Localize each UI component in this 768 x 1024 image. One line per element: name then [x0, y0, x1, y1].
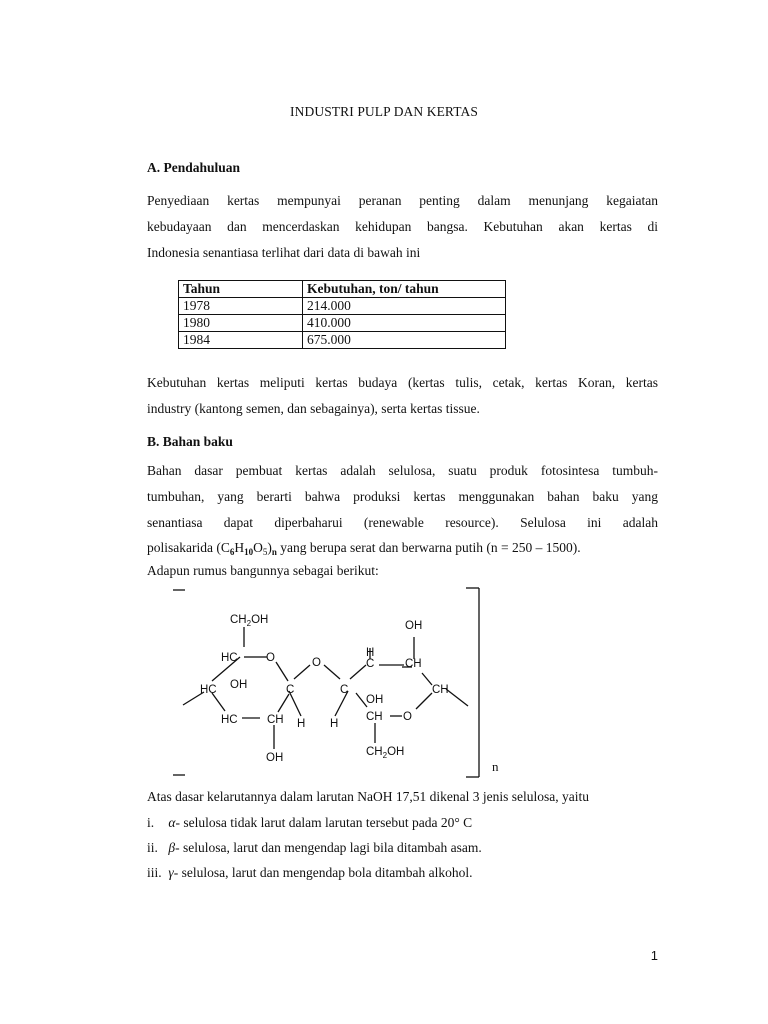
list-text: - selulosa tidak larut dalam larutan tersebut pada 20° C	[175, 815, 473, 830]
atom-label: H	[297, 718, 306, 730]
list-number: ii.	[147, 840, 158, 855]
atom-label: CH	[405, 658, 422, 670]
atom-label: C	[366, 658, 375, 670]
atom-label: H	[330, 718, 339, 730]
page-title: INDUSTRI PULP DAN KERTAS	[290, 104, 478, 119]
page-number: 1	[650, 948, 658, 963]
formula-text: )	[267, 540, 272, 556]
section-heading-bahan-baku: B. Bahan baku	[147, 434, 233, 449]
greek-symbol: γ	[168, 865, 174, 880]
atom-label: O	[312, 657, 321, 669]
table-header-row	[179, 281, 506, 298]
text-line: tumbuhan, yang berarti bahwa produksi kertas menggunakan bahan baku yang	[147, 488, 658, 504]
subscript: 6	[229, 547, 235, 558]
atom-label: OH	[230, 679, 248, 691]
atom-label: HC	[221, 714, 238, 726]
atom-label: C	[286, 684, 295, 696]
repeat-index-n: n	[492, 759, 499, 774]
atom-label: $CH_2OH$	[366, 746, 405, 760]
table-cell-year: 1984	[179, 332, 303, 349]
text-line: Bahan dasar pembuat kertas adalah selulosa, suatu produk fotosintesa tumbuh-	[147, 463, 658, 478]
list-item	[147, 840, 482, 856]
list-number: iii.	[147, 865, 162, 880]
bond-lines	[173, 588, 479, 777]
list-item	[147, 815, 472, 831]
text-line: Indonesia senantiasa terlihat dari data di bawah ini	[147, 244, 421, 260]
atom-label: HC	[221, 652, 238, 664]
greek-symbol: β	[168, 840, 176, 855]
subscript: n	[271, 547, 277, 558]
atom-labels	[200, 614, 499, 774]
table-cell-demand: 675.000	[303, 332, 506, 349]
formula-text: polisakarida (C	[147, 540, 230, 556]
table-cell-year: 1978	[179, 298, 303, 315]
column-header-year: Tahun	[179, 281, 303, 298]
demand-paragraph	[147, 370, 658, 422]
raw-material-paragraph	[147, 458, 658, 566]
formula-text: yang berupa serat dan berwarna putih (n = 250 – 1500).	[276, 540, 581, 556]
table-row	[179, 298, 506, 315]
text-line: kebudayaan dan mencerdaskan kehidupan bangsa. Kebutuhan akan kertas di	[147, 218, 658, 234]
table-row	[179, 332, 506, 349]
atom-label: HC	[200, 684, 217, 696]
atom-label: CH	[267, 714, 284, 726]
list-text: - selulosa, larut dan mengendap bola ditambah alkohol.	[173, 865, 473, 880]
intro-paragraph	[147, 188, 658, 265]
column-header-demand: Kebutuhan, ton/ tahun	[303, 281, 506, 298]
list-item	[147, 865, 473, 881]
atom-label: OH	[366, 694, 384, 706]
structure-intro: Adapun rumus bangunnya sebagai berikut:	[147, 563, 379, 578]
table-cell-demand: 410.000	[303, 315, 506, 332]
formula-line	[147, 535, 658, 566]
text-line: senantiasa dapat diperbaharui (renewable resource). Selulosa ini adalah	[147, 514, 658, 530]
text-line: industry (kantong semen, dan sebagainya), serta kertas tissue.	[147, 400, 480, 416]
table-cell-demand: 214.000	[303, 298, 506, 315]
atom-label: OH	[266, 752, 284, 764]
formula-text: H	[234, 540, 245, 556]
table-row	[179, 315, 506, 332]
subscript: 5	[262, 547, 268, 558]
atom-label: CH	[432, 684, 449, 696]
text-line: Penyediaan kertas mempunyai peranan penting dalam menunjang kegaiatan	[147, 193, 658, 208]
section-heading-pendahuluan: A. Pendahuluan	[147, 160, 241, 175]
atom-label: O	[266, 652, 275, 664]
atom-label: C	[340, 684, 349, 696]
atom-label: $CH_2OH$	[230, 614, 269, 628]
text-line: Kebutuhan kertas meliputi kertas budaya (kertas tulis, cetak, kertas Koran, kertas	[147, 375, 658, 390]
atom-label: H	[366, 647, 375, 659]
list-number: i.	[147, 815, 155, 830]
solubility-intro: Atas dasar kelarutannya dalam larutan NaOH 17,51 dikenal 3 jenis selulosa, yaitu	[147, 789, 589, 804]
paper-demand-table	[178, 280, 506, 349]
formula-text: O	[253, 540, 263, 556]
cellulose-structure-diagram	[170, 585, 510, 785]
atom-label: CH	[366, 711, 383, 723]
greek-symbol: α	[168, 815, 176, 830]
atom-label: OH	[405, 620, 423, 632]
atom-label: O	[403, 711, 412, 723]
table-cell-year: 1980	[179, 315, 303, 332]
subscript: 10	[244, 547, 254, 558]
list-text: - selulosa, larut dan mengendap lagi bila ditambah asam.	[175, 840, 482, 855]
